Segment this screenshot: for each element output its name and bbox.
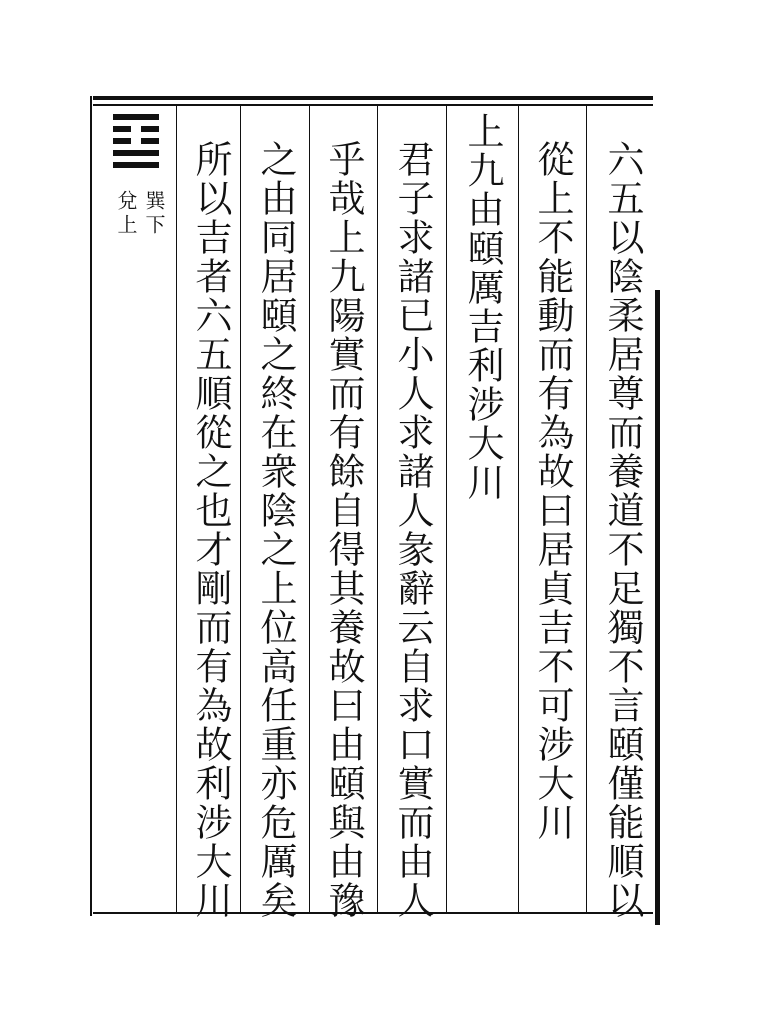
hexagram-header xyxy=(93,100,175,300)
column-divider xyxy=(176,106,177,912)
bottom-border xyxy=(93,912,653,914)
left-border xyxy=(90,96,92,916)
right-border xyxy=(655,290,660,925)
column-divider xyxy=(446,106,447,912)
column-divider xyxy=(309,106,310,912)
hexagram-label-lower: 兌上 xyxy=(114,190,138,238)
text-column-3: 上九由頤厲吉利涉大川 xyxy=(461,112,504,502)
column-divider xyxy=(586,106,587,912)
text-column-6: 之由同居頤之終在衆陰之上位高任重亦危厲矣 xyxy=(254,140,297,920)
column-divider xyxy=(240,106,241,912)
text-column-4: 君子求諸已小人求諸人彖辭云自求口實而由人 xyxy=(391,140,434,920)
text-column-1: 六五以陰柔居尊而養道不足獨不言頤僅能順以 xyxy=(601,140,644,920)
top-border xyxy=(93,96,653,100)
hexagram-label-upper: 巽下 xyxy=(142,190,166,238)
top-border-inner xyxy=(93,104,653,106)
text-column-2: 從上不能動而有為故曰居貞吉不可涉大川 xyxy=(531,140,574,842)
hexagram-trigram-icon xyxy=(113,114,159,174)
column-divider xyxy=(518,106,519,912)
column-divider xyxy=(377,106,378,912)
text-column-7: 所以吉者六五順從之也才剛而有為故利涉大川 xyxy=(189,140,232,920)
text-column-5: 乎哉上九陽實而有餘自得其養故曰由頤與由豫 xyxy=(322,140,365,920)
